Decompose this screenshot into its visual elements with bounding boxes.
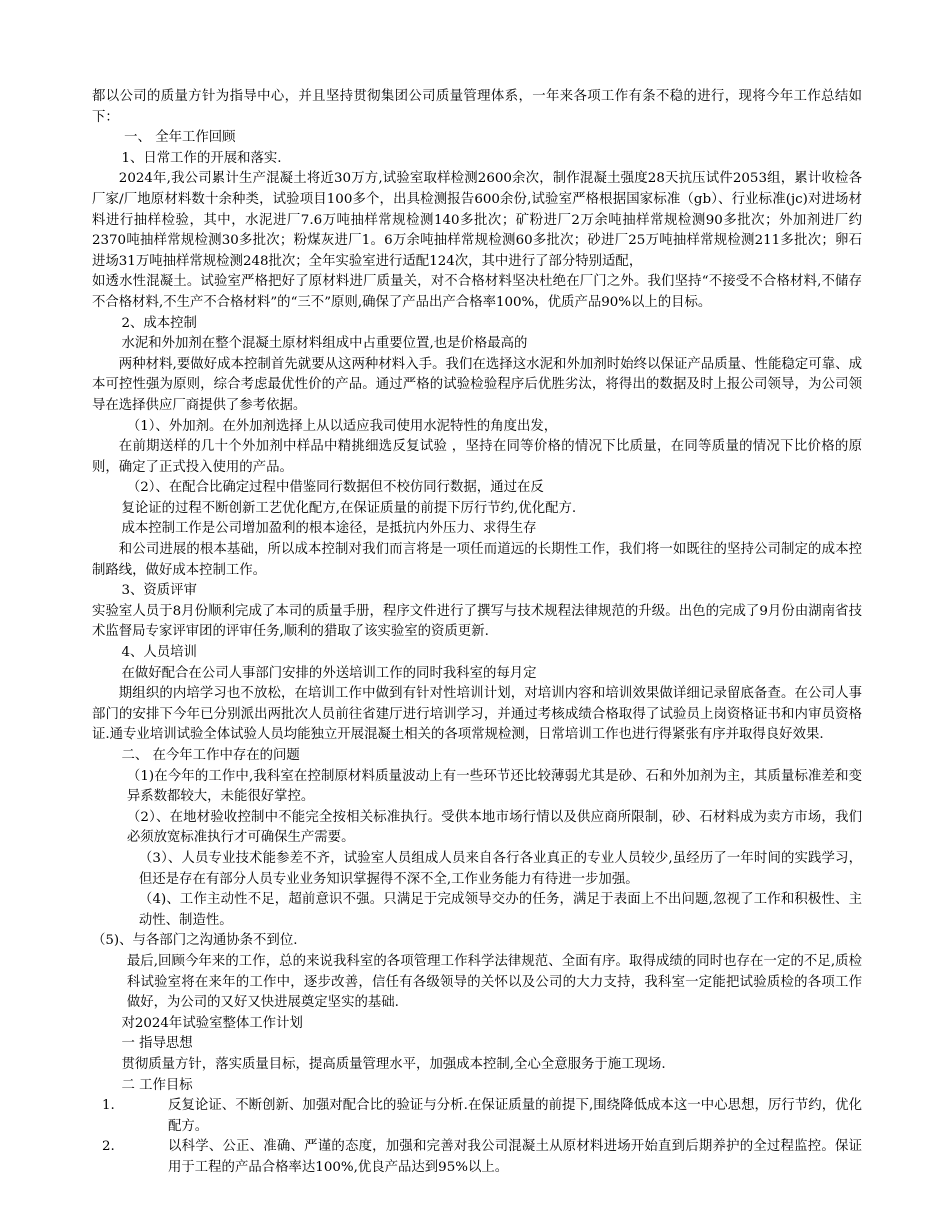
paragraph: 实验室人员于8月份顺利完成了本司的质量手册，程序文件进行了撰写与技术规程法律规范的升级。出色的完成了9月份由湖南省技术监督局专家评审团的评审任务,顺利的猎取了该实验室的资质更新. xyxy=(92,603,862,640)
paragraph: 4、人员培训 xyxy=(121,645,197,661)
paragraph: （2）、在地材验收控制中不能完全按相关标准执行。受供本地市场行情以及供应商所限制，砂、石材料成为卖方市场，我们必须放宽标准执行才可确保生产需要。 xyxy=(126,809,862,846)
goal-item xyxy=(92,1096,862,1137)
paragraph: 和公司进展的根本基础，所以成本控制对我们而言将是一项任而道远的长期性工作，我们将一如既往的坚持公司制定的成本控制路线，做好成本控制工作。 xyxy=(92,542,862,578)
paragraph: 二 工作目标 xyxy=(121,1077,193,1093)
document-body xyxy=(92,87,862,1178)
paragraph: （3）、人员专业技术能参差不齐，试验室人员组成人员来自各行各业真正的专业人员较少,虽经历了一年时间的实践学习，但还是存在有部分人员专业业务知识掌握得不深不全,工作业务能力有待进一步加强。 xyxy=(138,850,862,887)
paragraph: 一 指导思想 xyxy=(121,1036,193,1052)
paragraph: 二、 在今年工作中存在的问题 xyxy=(121,748,300,763)
goal-list xyxy=(92,1096,862,1178)
paragraph: 贯彻质量方针，落实质量目标，提高质量管理水平，加强成本控制,全心全意服务于施工现场. xyxy=(121,1056,666,1072)
goal-text: 反复论证、不断创新、加强对配合比的验证与分析.在保证质量的前提下,围绕降低成本这一中心思想，厉行节约，优化配方。 xyxy=(168,1098,862,1134)
paragraph: 在做好配合在公司人事部门安排的外送培训工作的同时我科室的每月定 xyxy=(121,665,537,681)
goal-number: 1. xyxy=(102,1098,115,1114)
paragraph: 一、 全年工作回顾 xyxy=(124,130,236,146)
paragraph: 都以公司的质量方针为指导中心，并且坚持贯彻集团公司质量管理体系，一年来各项工作有条不稳的进行，现将今年工作总结如下： xyxy=(92,89,862,125)
paragraph: 在前期送样的几十个外加剂中样品中精挑细选反复试验 ，坚持在同等价格的情况下比质量，在同等质量的情况下比价格的原则，确定了正式投入使用的产品。 xyxy=(92,439,862,475)
paragraph: （2）、在配合比确定过程中借鉴同行数据但不校仿同行数据，通过在反 xyxy=(126,480,544,496)
paragraph: （1)在今年的工作中,我科室在控制原材料质量波动上有一些环节还比较薄弱尤其是砂、石和外加剂为主，其质量标准差和变异系数都较大，未能很好掌控。 xyxy=(126,768,862,805)
paragraph: 2、成本控制 xyxy=(121,315,197,331)
paragraph: 对2024年试验室整体工作计划 xyxy=(121,1015,303,1031)
paragraph: 水泥和外加剂在整个混凝土原材料组成中占重要位置,也是价格最高的 xyxy=(121,336,528,352)
paragraph: 2024年,我公司累计生产混凝土将近30万方,试验室取样检测2600余次，制作混凝土强度28天抗压试件2053组，累计收检各厂家/厂地原材料数十余种类，试验项目100多个，出具检测报告600余份,试验室严格根据国家标准（gb）、行业标准(jc)对进场材料进行抽样检验，其中，水泥进厂7.6万吨抽样常规检测140多批次；矿粉进厂2万余吨抽样常规检测90多批次；外加剂进厂约2370吨抽样常规检测30多批次；粉煤灰进厂1。6万余吨抽样常规检测60多批次；砂进厂25万吨抽样常规检测211多批次；卵石进场31万吨抽样常规检测248批次；全年实验室进行适配124次，其中进行了部分特别适配， xyxy=(92,171,862,269)
paragraph-list xyxy=(92,87,862,1096)
paragraph: 成本控制工作是公司增加盈利的根本途径，是抵抗内外压力、求得生存 xyxy=(121,521,537,537)
paragraph: （1）、外加剂。在外加剂选择上从以适应我司使用水泥特性的角度出发， xyxy=(126,418,558,434)
goal-number: 2. xyxy=(102,1139,115,1155)
goal-text: 以科学、公正、准确、严谨的态度，加强和完善对我公司混凝土从原材料进场开始直到后期养护的全过程监控。保证用于工程的产品合格率达100%,优良产品达到95%以上。 xyxy=(168,1139,862,1175)
paragraph: （4)、工作主动性不足，超前意识不强。只满足于完成领导交办的任务，满足于表面上不出问题,忽视了工作和积极性、主动性、制造性。 xyxy=(138,892,862,928)
paragraph: 1、日常工作的开展和落实. xyxy=(121,150,282,166)
paragraph: 复论证的过程不断创新工艺优化配方,在保证质量的前提下厉行节约,优化配方. xyxy=(121,500,577,516)
paragraph: 如透水性混凝土。试验室严格把好了原材料进厂质量关，对不合格材料坚决杜绝在厂门之外。我们坚持“不接受不合格材料,不储存不合格材料,不生产不合格材料”的“三不”原则,确保了产品出产合格率100%，优质产品90%以上的目标。 xyxy=(92,274,862,310)
paragraph: 期组织的内培学习也不放松，在培训工作中做到有针对性培训计划，对培训内容和培训效果做详细记录留底备查。在公司人事部门的安排下今年已分别派出两批次人员前往省建厅进行培训学习，并通过考核成绩合格取得了试验员上岗资格证书和内审员资格证.通专业培训试验全体试验人员均能独立开展混凝土相关的各项常规检测，日常培训工作也进行得紧张有序并取得良好效果. xyxy=(92,686,862,743)
paragraph: 最后,回顾今年来的工作，总的来说我科室的各项管理工作科学法律规范、全面有序。取得成绩的同时也存在一定的不足,质检科试验室将在来年的工作中，逐步改善，信任有各级领导的关怀以及公司的大力支持，我科室一定能把试验质检的各项工作做好，为公司的又好又快进展奠定坚实的基础. xyxy=(126,953,862,1011)
paragraph: 3、资质评审 xyxy=(121,583,197,599)
goal-item xyxy=(92,1137,862,1178)
paragraph: 两种材料,要做好成本控制首先就要从这两种材料入手。我们在选择这水泥和外加剂时始终以保证产品质量、性能稳定可靠、成本可控性强为原则，综合考虑最优性价的产品。通过严格的试验检验程序后优胜劣汰，将得出的数据及时上报公司领导，为公司领导在选择供应厂商提供了参考依据。 xyxy=(92,356,862,413)
paragraph: （5)、与各部门之沟通协条不到位. xyxy=(92,933,298,949)
